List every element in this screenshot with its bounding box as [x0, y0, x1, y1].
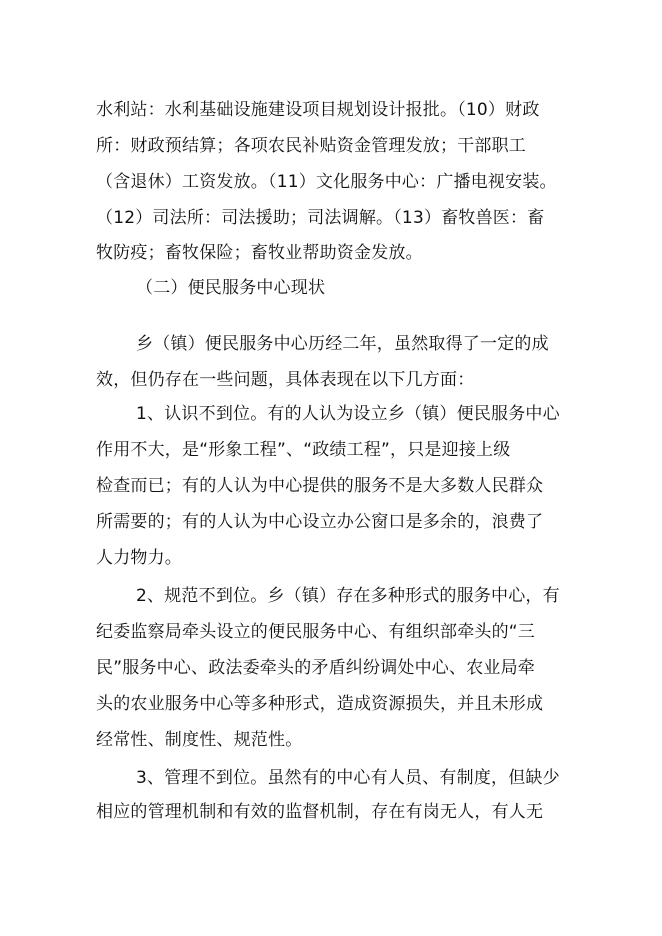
- paragraph-line: 3、管理不到位。虽然有的中心有人员、有制度，但缺少: [136, 768, 560, 788]
- paragraph-line: 乡（镇）便民服务中心历经二年，虽然取得了一定的成: [136, 334, 549, 354]
- paragraph-line: 检查而已；有的人认为中心提供的服务不是大多数人民群众: [96, 476, 544, 496]
- paragraph-line: 头的农业服务中心等多种形式，造成资源损失，并且未形成: [96, 694, 544, 714]
- paragraph-line: 效，但仍存在一些问题，具体表现在以下几方面：: [96, 370, 475, 390]
- paragraph-line: 1、认识不到位。有的人认为设立乡（镇）便民服务中心: [136, 404, 560, 424]
- paragraph-line: 2、规范不到位。乡（镇）存在多种形式的服务中心，有: [136, 586, 560, 606]
- section-heading: （二）便民服务中心现状: [136, 278, 326, 298]
- paragraph-line: 民”服务中心、政法委牵头的矛盾纠纷调处中心、农业局牵: [96, 658, 536, 678]
- paragraph-line: 人力物力。: [96, 548, 182, 568]
- paragraph-line: 所：财政预结算；各项农民补贴资金管理发放；干部职工: [96, 136, 526, 156]
- paragraph-line: （12）司法所：司法援助；司法调解。（13）畜牧兽医：畜: [96, 208, 545, 228]
- paragraph-line: 作用不大，是“形象工程”、“政绩工程”，只是迎接上级: [96, 440, 511, 460]
- paragraph-line: 经常性、制度性、规范性。: [96, 730, 303, 750]
- paragraph-line: 水利站：水利基础设施建设项目规划设计报批。（10）财政: [96, 100, 540, 120]
- paragraph-line: 相应的管理机制和有效的监督机制，存在有岗无人，有人无: [96, 802, 544, 822]
- paragraph-line: 所需要的；有的人认为中心设立办公窗口是多余的，浪费了: [96, 512, 544, 532]
- paragraph-line: （含退休）工资发放。（11）文化服务中心：广播电视安装。: [96, 172, 557, 192]
- paragraph-line: 牧防疫；畜牧保险；畜牧业帮助资金发放。: [96, 243, 423, 263]
- paragraph-line: 纪委监察局牵头设立的便民服务中心、有组织部牵头的“三: [96, 622, 536, 642]
